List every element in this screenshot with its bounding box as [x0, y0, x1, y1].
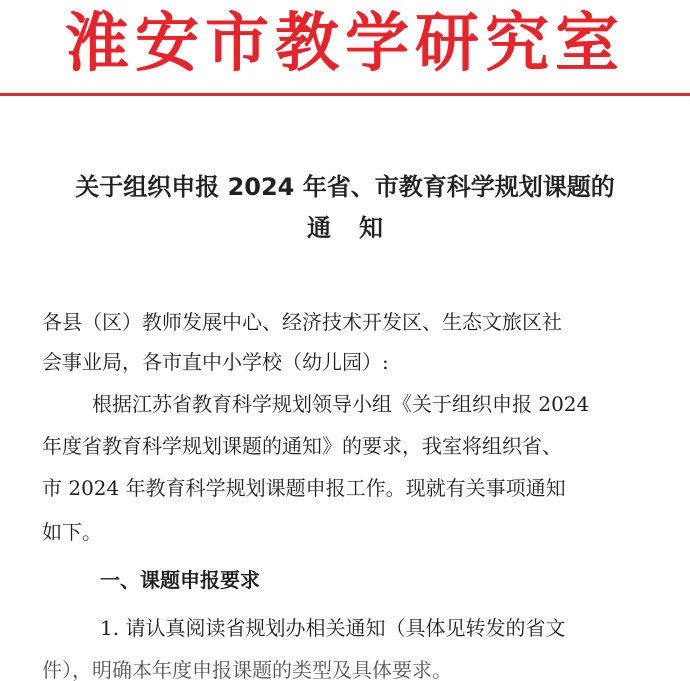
- section-1-line-2: 件），明确本年度申报课题的类型及具体要求。: [42, 658, 452, 681]
- body-line-3: 根据江苏省教育科学规划领导小组《关于组织申报 2024: [92, 392, 590, 416]
- section-1-line-1: 1. 请认真阅读省规划办相关通知（具体见转发的省文: [100, 616, 566, 640]
- body-line-2: 会事业局，各市直中小学校（幼儿园）:: [42, 350, 389, 374]
- notice-title-word: 通知: [307, 214, 411, 242]
- body-line-4: 年度省教育科学规划课题的通知》的要求，我室将组织省、: [42, 434, 562, 458]
- body-line-1: 各县（区）教师发展中心、经济技术开发区、生态文旅区社: [42, 310, 562, 334]
- section-heading-1: 一、课题申报要求: [100, 568, 260, 592]
- letterhead-title: 淮安市教学研究室: [65, 6, 625, 81]
- body-line-5: 市 2024 年教育科学规划课题申报工作。现就有关事项通知: [42, 476, 566, 500]
- notice-title-line-1: 关于组织申报 2024 年省、市教育科学规划课题的: [75, 173, 615, 201]
- notice-title-line-2: [0, 213, 690, 243]
- body-line-6: 如下。: [42, 520, 102, 544]
- letterhead-red-rule: [0, 93, 690, 96]
- letterhead: [0, 0, 690, 90]
